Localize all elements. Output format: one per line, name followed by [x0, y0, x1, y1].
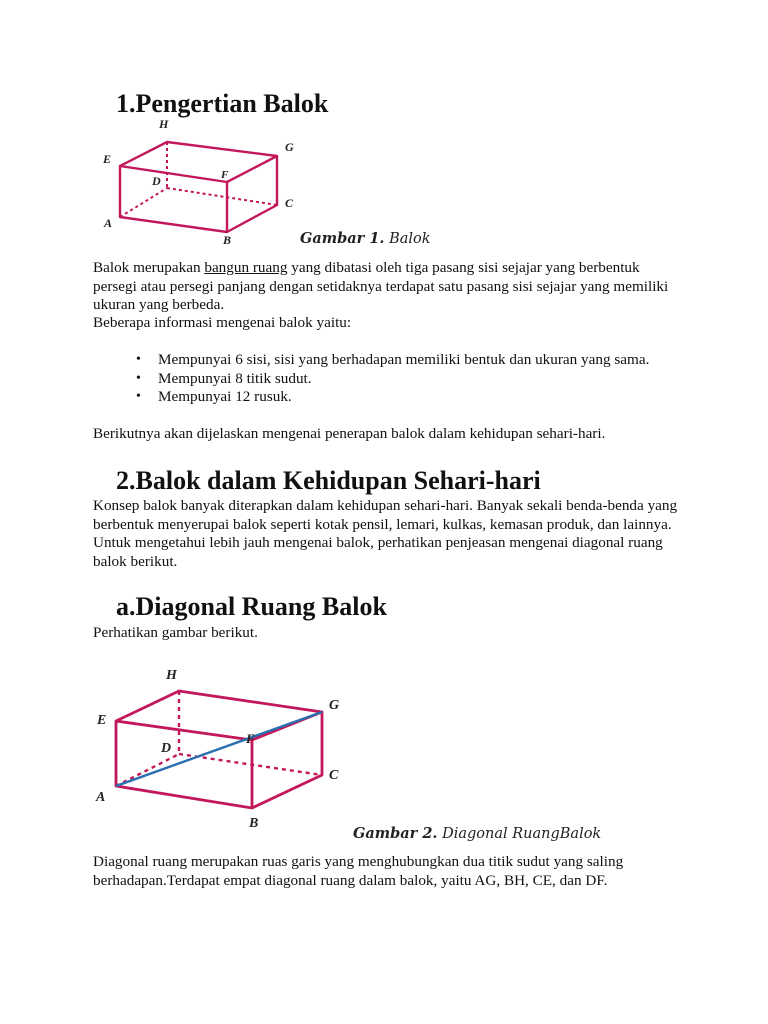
paragraph-perhatikan: Perhatikan gambar berikut. [93, 624, 258, 641]
figure-1-caption-text: Balok [389, 231, 431, 247]
list-item: • Mempunyai 6 sisi, sisi yang berhadapan memiliki bentuk dan ukuran yang sama. [158, 351, 678, 370]
heading-balok-kehidupan: 2.Balok dalam Kehidupan Sehari-hari [116, 466, 541, 495]
figure-1-caption [300, 230, 431, 247]
definition-text-start: Balok merupakan [93, 259, 205, 276]
paragraph-diagonal-definition: Diagonal ruang merupakan ruas garis yang menghubungkan dua titik sudut yang saling berhadapan.Terdapat empat diagonal ruang dalam balok, yaitu AG, BH, CE, dan DF. [93, 853, 624, 889]
vertex-label-b: B [249, 816, 259, 831]
figure-2-caption-label: Gambar 2. [353, 825, 438, 842]
vertex-label-e: E [103, 152, 112, 166]
definition-text-end: yang dibatasi oleh tiga pasang sisi sejajar yang berbentuk persegi atau persegi panjang dengan setidaknya terdapat satu pasang sisi sejajar yang memiliki ukuran yang berbeda. [93, 259, 669, 313]
paragraph-definition [93, 259, 678, 315]
vertex-label-c: C [329, 768, 339, 783]
right-face-edges [227, 156, 277, 232]
vertex-label-g: G [285, 140, 294, 154]
vertex-label-e: E [97, 713, 107, 728]
list-item: • Mempunyai 12 rusuk. [158, 388, 678, 407]
vertex-label-c: C [285, 196, 294, 210]
balok-properties-list [93, 351, 678, 407]
figure-balok-1 [95, 112, 310, 250]
figure-balok-2 [92, 664, 357, 834]
vertex-label-f: F [246, 731, 255, 746]
top-face-edges [116, 691, 322, 740]
vertex-label-f: F [221, 169, 229, 181]
top-face-edges [120, 142, 277, 182]
paragraph-info-intro: Beberapa informasi mengenai balok yaitu: [93, 314, 352, 331]
vertex-label-d: D [161, 741, 172, 756]
list-item: • Mempunyai 8 titik sudut. [158, 370, 678, 389]
paragraph-kehidupan: Konsep balok banyak diterapkan dalam kehidupan sehari-hari. Banyak sekali benda-benda yang berbentuk menyerupai balok seperti kotak pensil, lemari, kulkas, kemasan produk, dan lainnya. Untuk mengetahui lebih jauh mengenai balok, perhatikan penjeasan mengenai diagonal ruang balok berikut. [93, 497, 678, 570]
hidden-edge-dc [167, 188, 277, 205]
vertex-label-h: H [166, 668, 177, 683]
front-face [120, 166, 227, 232]
hidden-edge-ad [120, 188, 167, 217]
vertex-label-a: A [96, 790, 106, 805]
paragraph-next-topic: Berikutnya akan dijelaskan mengenai penerapan balok dalam kehidupan sehari-hari. [93, 425, 606, 442]
link-bangun-ruang[interactable]: bangun ruang [204, 259, 288, 276]
figure-2-caption-text: Diagonal RuangBalok [442, 826, 602, 842]
vertex-label-d: D [152, 174, 161, 188]
vertex-label-g: G [329, 698, 340, 713]
figure-1-caption-label: Gambar 1. [300, 230, 385, 247]
heading-diagonal-ruang: a.Diagonal Ruang Balok [116, 592, 387, 621]
vertex-label-a: A [104, 216, 113, 230]
space-diagonal-ag [116, 712, 322, 786]
vertex-label-b: B [223, 233, 232, 247]
vertex-label-h: H [159, 117, 169, 131]
figure-2-caption [353, 825, 601, 842]
hidden-edge-dc [179, 754, 322, 775]
heading-pengertian-balok: 1.Pengertian Balok [116, 89, 329, 118]
front-face [116, 721, 252, 808]
hidden-edge-ad [116, 754, 179, 786]
